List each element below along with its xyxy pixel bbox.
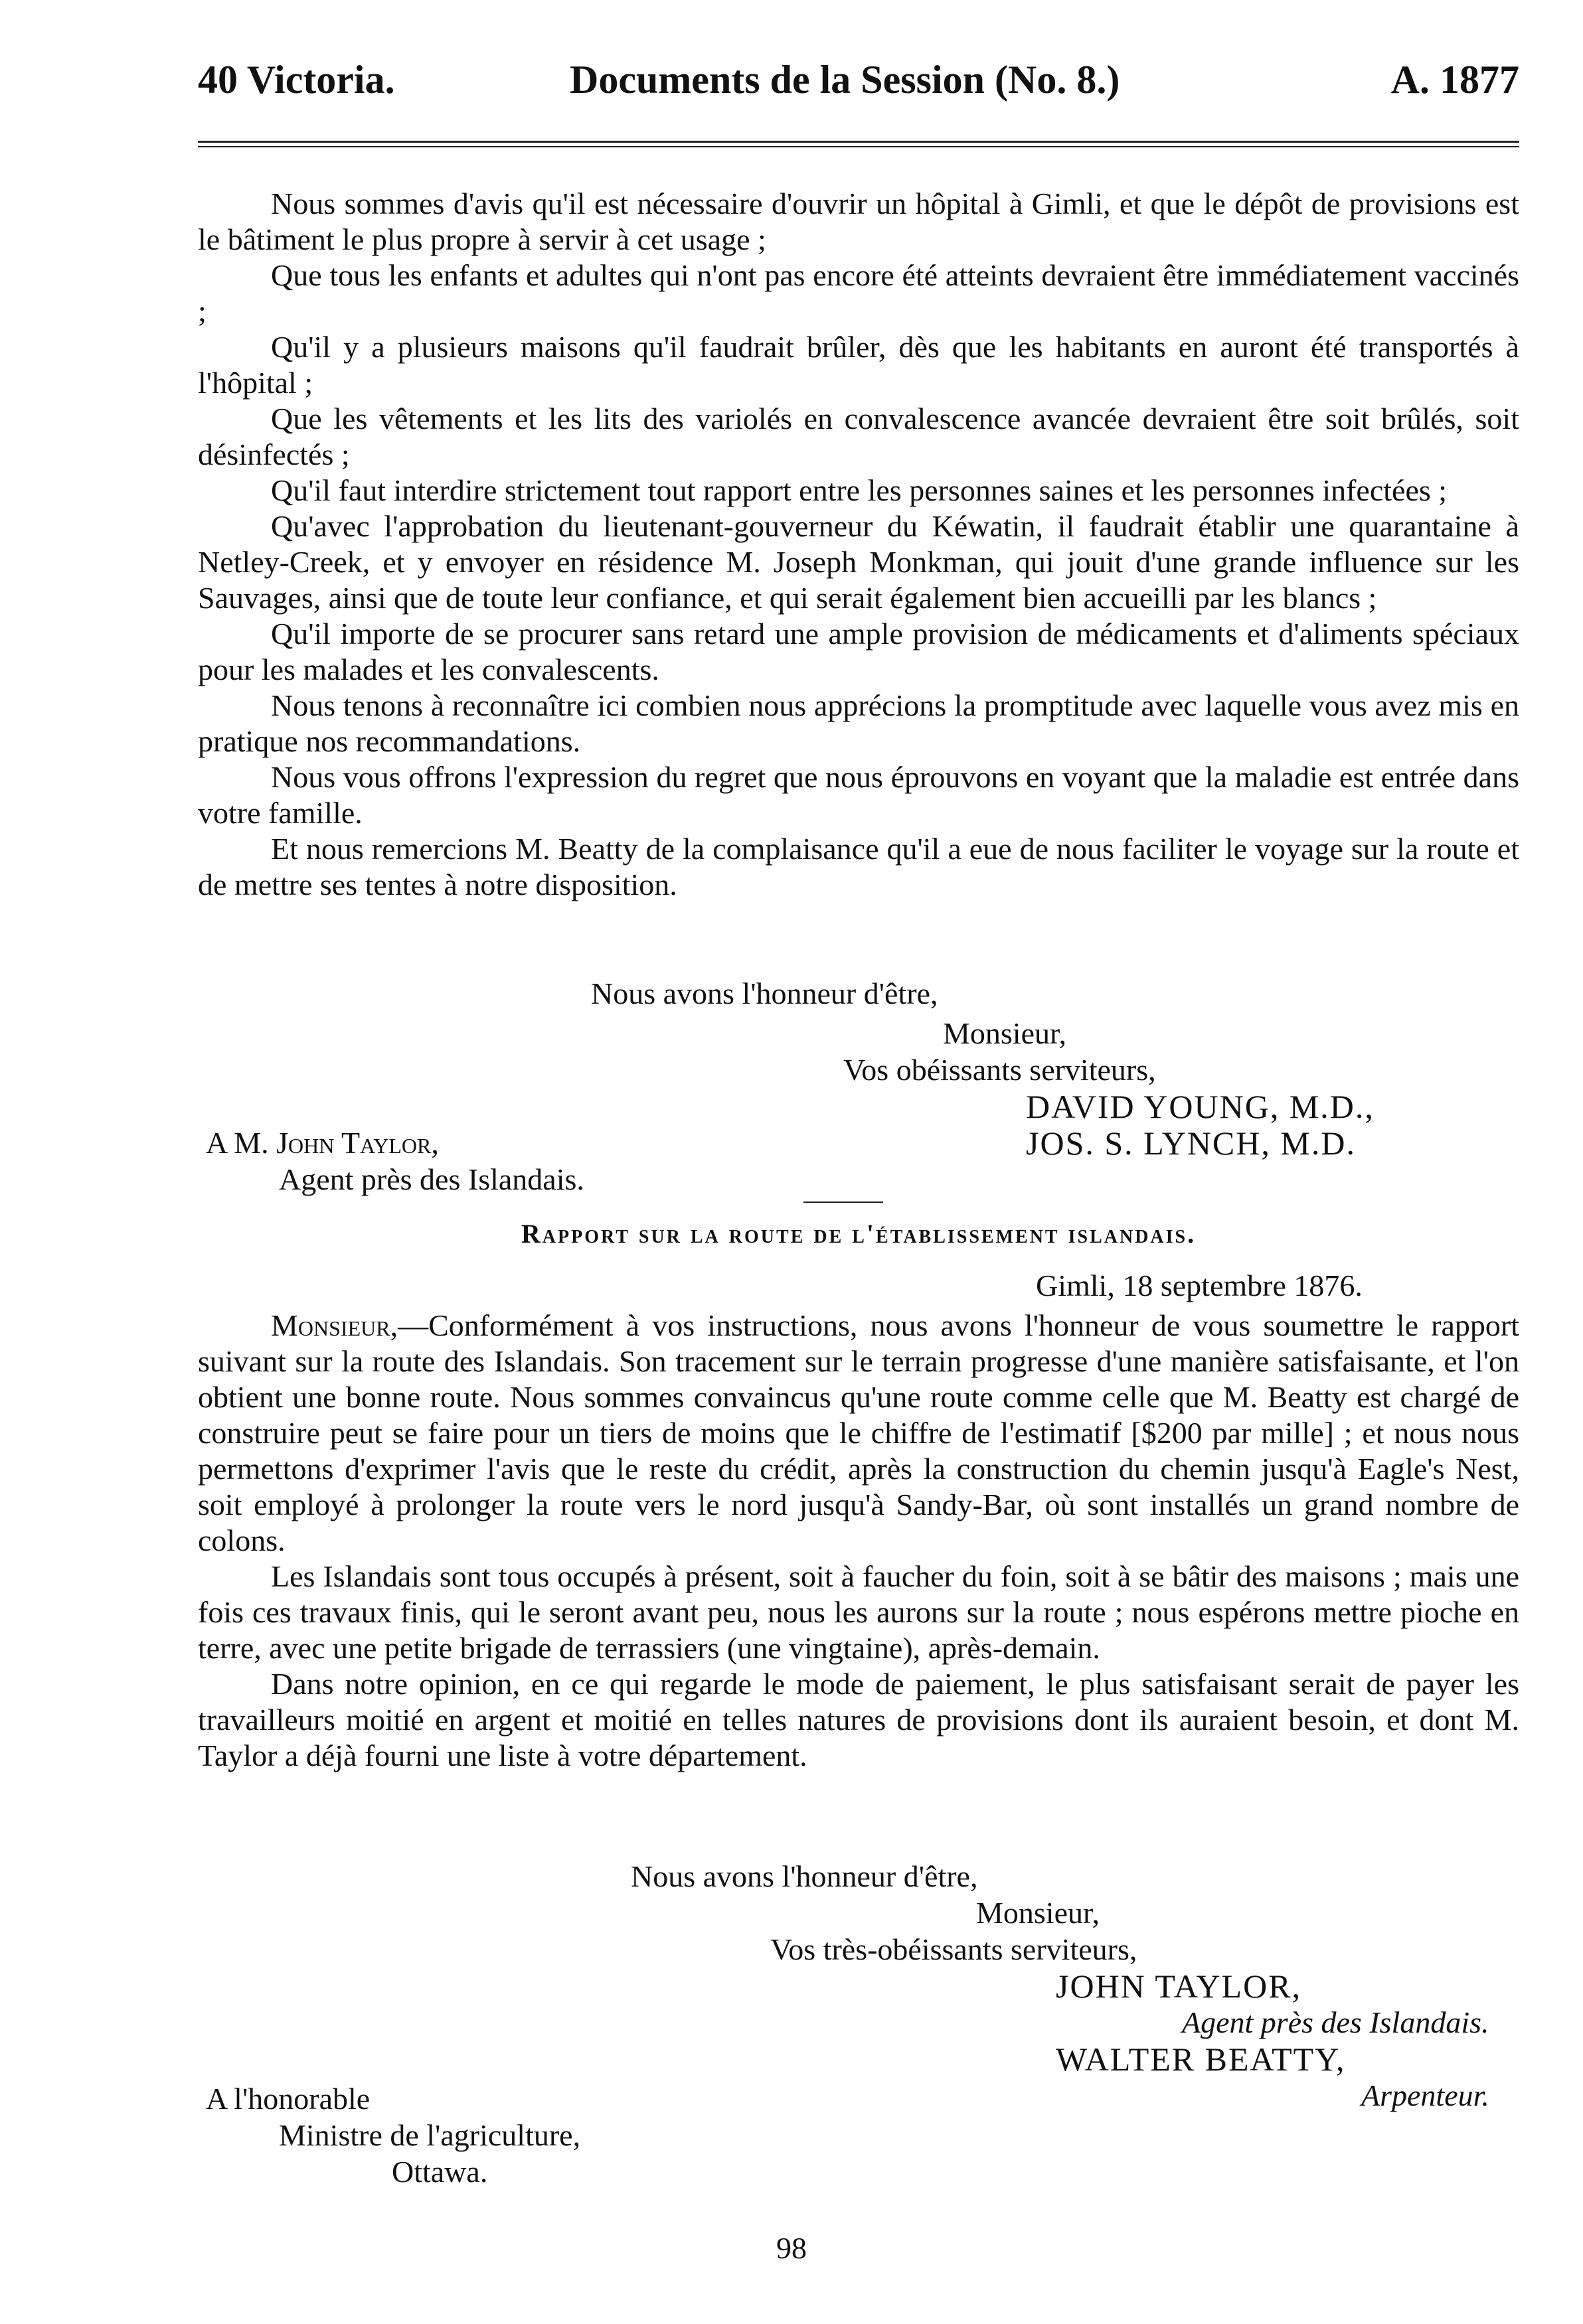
letter1-paragraph: Nous sommes d'avis qu'il est nécessaire d'ouvrir un hôpital à Gimli, et que le dépôt de provisions est le bâtiment le plus propre à servir à cet usage ; — [198, 187, 1519, 256]
header-center: Documents de la Session (No. 8.) — [570, 58, 1120, 102]
report-signer-2: WALTER BEATTY, — [1056, 2041, 1346, 2078]
letter1-signer-1: DAVID YOUNG, M.D., — [1026, 1088, 1375, 1125]
letter1-paragraph: Que tous les enfants et adultes qui n'ont pas encore été atteints devraient être immédiatement vaccinés ; — [198, 258, 1519, 328]
letter1-paragraph: Qu'il faut interdire strictement tout rapport entre les personnes saines et les personnes infectées ; — [271, 473, 1448, 507]
running-header — [198, 57, 1519, 110]
report-paragraph: Dans notre opinion, en ce qui regarde le mode de paiement, le plus satisfaisant serait de payer les travailleurs moitié en argent et moitié en telles natures de provisions dont ils auraient besoin, et dont M. Taylor a déjà fourni une liste à votre département. — [198, 1667, 1519, 1772]
header-left: 40 Victoria. — [198, 58, 395, 102]
header-right: A. 1877 — [1390, 58, 1519, 102]
report-addressee: A l'honorable — [206, 2082, 371, 2116]
report-signer-1: JOHN TAYLOR, — [1056, 1968, 1302, 2005]
page-number: 98 — [776, 2231, 807, 2265]
section-divider — [803, 1201, 883, 1203]
letter1-body — [198, 186, 1519, 903]
report-closing-line: Nous avons l'honneur d'être, — [631, 1859, 978, 1893]
report-salutation: Monsieur, — [271, 1308, 398, 1342]
letter1-closing-salutation: Monsieur, — [943, 1016, 1066, 1050]
report-signer-1-title: Agent près des Islandais. — [1182, 2005, 1489, 2039]
letter1-paragraph: Qu'il y a plusieurs maisons qu'il faudrait brûler, dès que les habitants en auront été transportés à l'hôpital ; — [198, 330, 1519, 400]
report-closing-salutation: Monsieur, — [976, 1896, 1100, 1930]
letter1-paragraph: Que les vêtements et les lits des variolés en convalescence avancée devraient être soit brûlés, soit désinfectés ; — [198, 402, 1519, 471]
report-paragraph: Les Islandais sont tous occupés à présent, soit à faucher du foin, soit à se bâtir des maisons ; mais une fois ces travaux finis, qui le seront avant peu, nous les aurons sur la route ; nous espérons mettre pioche en terre, avec une petite brigade de terrassiers (une vingtaine), après-demain. — [198, 1559, 1519, 1665]
report-body — [198, 1308, 1519, 1774]
letter1-paragraph: Et nous remercions M. Beatty de la complaisance qu'il a eue de nous faciliter le voyage sur la route et de mettre ses tentes à notre disposition. — [198, 832, 1519, 901]
report-closing-servants: Vos très-obéissants serviteurs, — [770, 1932, 1137, 1966]
letter1-paragraph: Qu'il importe de se procurer sans retard une ample provision de médicaments et d'aliments spéciaux pour les malades et les convalescents. — [198, 617, 1519, 686]
letter1-addressee-title: Agent près des Islandais. — [279, 1162, 584, 1196]
letter1-closing-line: Nous avons l'honneur d'être, — [591, 976, 938, 1010]
letter1-addressee: A M. John Taylor, — [206, 1126, 439, 1160]
letter1-paragraph: Nous vous offrons l'expression du regret que nous éprouvons en voyant que la maladie est entrée dans votre famille. — [198, 760, 1519, 830]
letter1-signer-2: JOS. S. LYNCH, M.D. — [1026, 1124, 1356, 1162]
letter1-paragraph: Nous tenons à reconnaître ici combien nous apprécions la promptitude avec laquelle vous avez mis en pratique nos recommandations. — [198, 688, 1519, 758]
report-dateline: Gimli, 18 septembre 1876. — [1036, 1269, 1363, 1302]
letter1-closing-servants: Vos obéissants serviteurs, — [843, 1053, 1156, 1087]
report-paragraph — [198, 1308, 1519, 1559]
letter1-paragraph: Qu'avec l'approbation du lieutenant-gouverneur du Kéwatin, il faudrait établir une quarantaine à Netley-Creek, et y envoyer en résidence M. Joseph Monkman, qui jouit d'une grande influence sur les Sauvages, ainsi que de toute leur confiance, et qui serait également bien accueilli par les blancs ; — [198, 509, 1519, 615]
report-signer-2-title: Arpenteur. — [1361, 2078, 1489, 2112]
report-paragraph-text: —Conformément à vos instructions, nous avons l'honneur de vous soumettre le rapport suivant sur la route des Islandais. Son tracement sur le terrain progresse d'une manière satisfaisante, et l'on obtient une bonne route. Nous sommes convaincus qu'une route comme celle que M. Beatty est chargé de construire peut se faire pour un tiers de moins que le chiffre de l'estimatif [$200 par mille] ; et nous nous permettons d'exprimer l'avis que le reste du crédit, après la construction du chemin jusqu'à Eagle's Nest, soit employé à prolonger la route vers le nord jusqu'à Sandy-Bar, où sont installés un grand nombre de colons. — [198, 1308, 1519, 1557]
report-title: Rapport sur la route de l'établissement islandais. — [521, 1219, 1197, 1249]
report-addressee-city: Ottawa. — [392, 2155, 488, 2189]
header-rule — [198, 141, 1519, 147]
report-addressee-office: Ministre de l'agriculture, — [279, 2118, 581, 2152]
